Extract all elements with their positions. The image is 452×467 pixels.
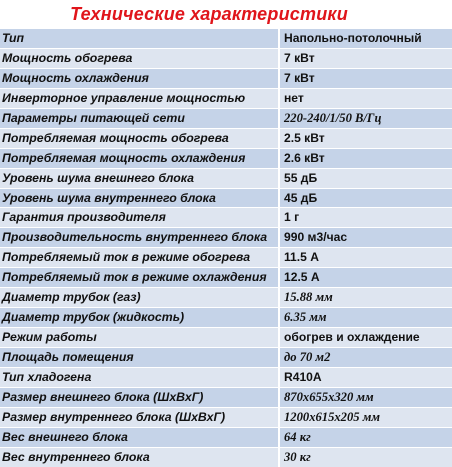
spec-name-cell: Мощность обогрева (0, 49, 280, 68)
table-row (0, 307, 452, 327)
spec-value-cell: 7 кВт (284, 50, 315, 65)
spec-name-cell: Площадь помещения (0, 348, 280, 367)
spec-value-cell: 64 кг (284, 429, 311, 444)
table-row (0, 367, 452, 387)
spec-value-cell: 2.5 кВт (284, 130, 325, 145)
spec-value-cell: 870х655х320 мм (284, 389, 374, 404)
table-row (0, 447, 452, 467)
table-row (0, 48, 452, 68)
spec-value-cell: Напольно-потолочный (284, 31, 422, 45)
table-row (0, 387, 452, 407)
spec-value-cell: 220-240/1/50 В/Гц (284, 110, 382, 125)
table-row (0, 327, 452, 347)
table-row (0, 188, 452, 208)
spec-table (0, 28, 452, 467)
spec-value-cell: 15.88 мм (284, 290, 333, 305)
table-row (0, 168, 452, 188)
table-row (0, 227, 452, 247)
table-row (0, 207, 452, 227)
spec-name-cell: Потребляемый ток в режиме охлаждения (0, 268, 280, 287)
table-row (0, 28, 452, 48)
spec-name-cell: Размер внутреннего блока (ШхВхГ) (0, 408, 280, 427)
spec-name-cell: Потребляемая мощность обогрева (0, 129, 280, 148)
page-title: Технические характеристики (0, 0, 452, 28)
spec-name-cell: Параметры питающей сети (0, 109, 280, 128)
spec-name-cell: Тип (0, 29, 280, 48)
spec-name-cell: Уровень шума внешнего блока (0, 169, 280, 188)
spec-name-cell: Мощность охлаждения (0, 69, 280, 88)
spec-value-cell: 11.5 А (284, 250, 319, 265)
spec-value-cell: 45 дБ (284, 190, 318, 205)
spec-name-cell: Вес внутреннего блока (0, 448, 280, 467)
spec-name-cell: Диаметр трубок (газ) (0, 288, 280, 307)
table-row (0, 407, 452, 427)
spec-name-cell: Потребляемый ток в режиме обогрева (0, 248, 280, 267)
spec-value-cell: до 70 м2 (284, 350, 331, 364)
spec-name-cell: Режим работы (0, 328, 280, 347)
spec-value-cell: 12.5 А (284, 270, 320, 285)
spec-name-cell: Тип хладогена (0, 368, 280, 387)
spec-name-cell: Производительность внутреннего блока (0, 228, 280, 247)
table-row (0, 347, 452, 367)
spec-name-cell: Инверторное управление мощностью (0, 89, 280, 108)
spec-value-cell: 55 дБ (284, 170, 318, 185)
table-row (0, 148, 452, 168)
table-row (0, 247, 452, 267)
spec-value-cell: 7 кВт (284, 70, 315, 85)
table-row (0, 108, 452, 128)
table-row (0, 88, 452, 108)
table-row (0, 287, 452, 307)
spec-name-cell: Диаметр трубок (жидкость) (0, 308, 280, 327)
spec-name-cell: Размер внешнего блока (ШхВхГ) (0, 388, 280, 407)
table-row (0, 128, 452, 148)
spec-name-cell: Уровень шума внутреннего блока (0, 189, 280, 208)
spec-name-cell: Вес внешнего блока (0, 428, 280, 447)
spec-value-cell: R410A (284, 369, 322, 384)
spec-value-cell: 1200х615х205 мм (284, 409, 380, 424)
spec-value-cell: 30 кг (284, 449, 311, 464)
spec-name-cell: Гарантия производителя (0, 208, 280, 227)
table-row (0, 427, 452, 447)
table-row (0, 267, 452, 287)
spec-value-cell: 2.6 кВт (284, 150, 325, 165)
spec-value-cell: обогрев и охлаждение (284, 330, 420, 345)
table-row (0, 68, 452, 88)
spec-value-cell: нет (284, 90, 304, 105)
spec-value-cell: 6.35 мм (284, 310, 327, 325)
spec-value-cell: 990 м3/час (284, 230, 348, 245)
spec-value-cell: 1 г (284, 210, 300, 225)
spec-name-cell: Потребляемая мощность охлаждения (0, 149, 280, 168)
